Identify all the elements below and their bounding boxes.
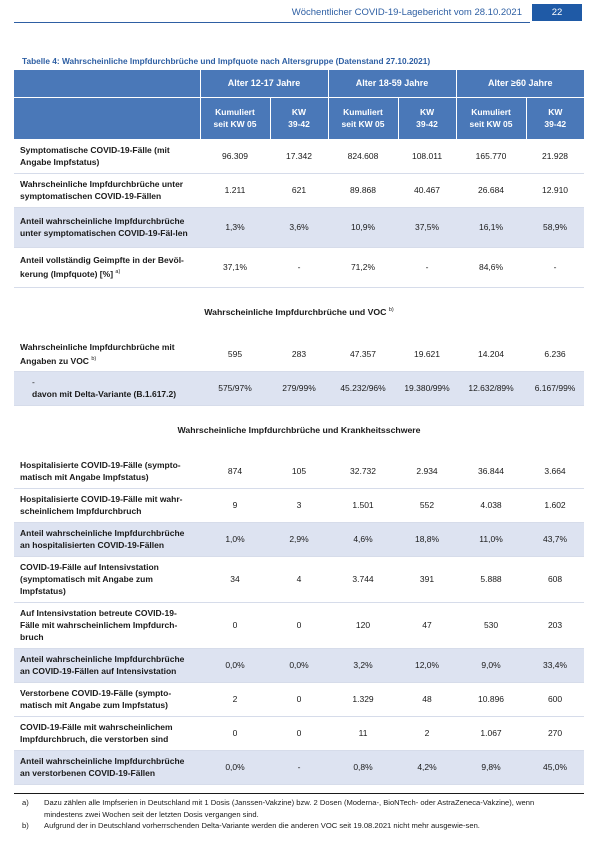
age-group-header-row xyxy=(14,70,584,97)
footnote-divider xyxy=(14,793,584,794)
row-label: Anteil wahrscheinliche Impfdurchbrüche an COVID-19-Fällen auf Intensivstation xyxy=(20,654,185,676)
value-cell: 824.608 xyxy=(328,139,398,173)
value-cell: 120 xyxy=(328,602,398,648)
table-body xyxy=(14,70,584,784)
value-cell: 165.770 xyxy=(456,139,526,173)
row-label: Wahrscheinliche Impfdurchbrüche unter symptomatischen COVID-19-Fällen xyxy=(20,179,184,201)
value-cell: 108.011 xyxy=(398,139,456,173)
period-header-row xyxy=(14,97,584,139)
value-cell: 47.357 xyxy=(328,337,398,371)
value-cell: 47 xyxy=(398,602,456,648)
row-label: Hospitalisierte COVID-19-Fälle mit wahr-scheinlichem Impfdurchbruch xyxy=(20,494,183,516)
footnote-mark: b) xyxy=(22,821,29,830)
cumulative-header: Kumuliert seit KW 05 xyxy=(200,97,270,139)
value-cell: - xyxy=(270,247,328,287)
page-number-badge: 22 xyxy=(532,4,582,21)
row-label: Auf Intensivstation betreute COVID-19-Fälle mit wahrscheinlichem Impfdurch-bruch xyxy=(20,608,178,642)
value-cell: 1.602 xyxy=(526,488,584,522)
age-group-header-18-59: Alter 18-59 Jahre xyxy=(328,70,456,97)
table-row xyxy=(14,648,584,682)
table-row xyxy=(14,750,584,784)
row-label-cell xyxy=(14,173,200,207)
value-cell: 0 xyxy=(270,716,328,750)
report-title: Wöchentlicher COVID-19-Lagebericht vom 28.10.2021 xyxy=(291,7,522,18)
footnotes xyxy=(22,797,562,832)
age-group-header-60plus: Alter ≥60 Jahre xyxy=(456,70,584,97)
footnote-a xyxy=(22,797,562,820)
value-cell: 6.167/99% xyxy=(526,371,584,405)
value-cell: 45.232/96% xyxy=(328,371,398,405)
value-cell: 391 xyxy=(398,556,456,602)
value-cell: 4,2% xyxy=(398,750,456,784)
table-row xyxy=(14,682,584,716)
value-cell: 36.844 xyxy=(456,454,526,488)
value-cell: 40.467 xyxy=(398,173,456,207)
value-cell: 12.910 xyxy=(526,173,584,207)
row-label: davon mit Delta-Variante (B.1.617.2) xyxy=(32,389,177,399)
value-cell: 12,0% xyxy=(398,648,456,682)
value-cell: 89.868 xyxy=(328,173,398,207)
footnote-text: Aufgrund der in Deutschland vorherrschenden Delta-Variante werden die anderen VOC seit 19.08.2021 nicht mehr ausgewie-sen. xyxy=(44,821,480,830)
value-cell: - xyxy=(526,247,584,287)
cumulative-header: Kumuliert seit KW 05 xyxy=(456,97,526,139)
value-cell: 552 xyxy=(398,488,456,522)
header-corner xyxy=(14,70,200,97)
row-label: Anteil vollständig Geimpfte in der Bevöl-kerung (Impfquote) [%] xyxy=(20,255,184,279)
value-cell: 874 xyxy=(200,454,270,488)
row-label: Anteil wahrscheinliche Impfdurchbrüche unter symptomatischen COVID-19-Fäl-len xyxy=(20,216,188,238)
table-row xyxy=(14,337,584,371)
row-label: Wahrscheinliche Impfdurchbrüche mit Angaben zu VOC xyxy=(20,341,175,366)
value-cell: 37,1% xyxy=(200,247,270,287)
value-cell: 0 xyxy=(200,602,270,648)
value-cell: 530 xyxy=(456,602,526,648)
table-caption: Tabelle 4: Wahrscheinliche Impfdurchbrüche und Impfquote nach Altersgruppe (Datenstand 27.10.2021) xyxy=(22,56,431,66)
row-label: Anteil wahrscheinliche Impfdurchbrüche an verstorbenen COVID-19-Fällen xyxy=(20,756,185,778)
value-cell: - xyxy=(270,750,328,784)
value-cell: 3.744 xyxy=(328,556,398,602)
header-corner-2 xyxy=(14,97,200,139)
value-cell: 1,0% xyxy=(200,522,270,556)
value-cell: 14.204 xyxy=(456,337,526,371)
row-label: Symptomatische COVID-19-Fälle (mit Angabe Impfstatus) xyxy=(20,144,170,167)
table-row xyxy=(14,207,584,247)
value-cell: 1.067 xyxy=(456,716,526,750)
row-label-cell xyxy=(14,682,200,716)
value-cell: 0,0% xyxy=(200,750,270,784)
value-cell: 11,0% xyxy=(456,522,526,556)
value-cell: 32.732 xyxy=(328,454,398,488)
value-cell: 2.934 xyxy=(398,454,456,488)
value-cell: 2,9% xyxy=(270,522,328,556)
value-cell: 4,6% xyxy=(328,522,398,556)
table-row xyxy=(14,602,584,648)
row-label: COVID-19-Fälle auf Intensivstation (symptomatisch mit Angabe zum Impfstatus) xyxy=(20,562,159,596)
value-cell: 0,0% xyxy=(200,648,270,682)
value-cell: 621 xyxy=(270,173,328,207)
value-cell: 71,2% xyxy=(328,247,398,287)
header-divider xyxy=(14,22,530,23)
value-cell: 0,0% xyxy=(270,648,328,682)
value-cell: 0 xyxy=(200,716,270,750)
row-label-cell xyxy=(14,488,200,522)
section-title-text: Wahrscheinliche Impfdurchbrüche und VOC xyxy=(204,307,387,318)
value-cell: 16,1% xyxy=(456,207,526,247)
kw-header: KW 39-42 xyxy=(398,97,456,139)
row-label-cell xyxy=(14,602,200,648)
value-cell: 21.928 xyxy=(526,139,584,173)
kw-header: KW 39-42 xyxy=(270,97,328,139)
value-cell: 11 xyxy=(328,716,398,750)
section-header-row xyxy=(14,405,584,454)
value-cell: 1,3% xyxy=(200,207,270,247)
value-cell: 9,8% xyxy=(456,750,526,784)
value-cell: 575/97% xyxy=(200,371,270,405)
value-cell: 12.632/89% xyxy=(456,371,526,405)
row-label-cell xyxy=(14,247,200,287)
value-cell: 0 xyxy=(270,682,328,716)
table-row xyxy=(14,556,584,602)
value-cell: 96.309 xyxy=(200,139,270,173)
section-header-row xyxy=(14,287,584,337)
footnote-text: Dazu zählen alle Impfserien in Deutschland mit 1 Dosis (Janssen-Vakzine) bzw. 2 Dosen (Moderna-, BioNTech- oder AstraZeneca-Vakzine), wenn mindestens zwei Wochen seit der letzten Dosis vergangen sind. xyxy=(44,798,535,819)
sub-item-dash: - xyxy=(32,377,35,387)
value-cell: 3,6% xyxy=(270,207,328,247)
row-label-cell xyxy=(14,522,200,556)
row-label-cell xyxy=(14,337,200,371)
value-cell: 19.380/99% xyxy=(398,371,456,405)
footnote-reference: b) xyxy=(91,355,97,362)
footnote-b xyxy=(22,820,562,832)
value-cell: 1.211 xyxy=(200,173,270,207)
value-cell: 3 xyxy=(270,488,328,522)
footnote-mark: a) xyxy=(22,798,29,807)
table-row xyxy=(14,247,584,287)
table-row xyxy=(14,371,584,405)
value-cell: 34 xyxy=(200,556,270,602)
value-cell: - xyxy=(398,247,456,287)
vaccination-breakthrough-table xyxy=(14,70,584,785)
page-header xyxy=(0,0,600,26)
value-cell: 4 xyxy=(270,556,328,602)
value-cell: 595 xyxy=(200,337,270,371)
table-row xyxy=(14,488,584,522)
value-cell: 5.888 xyxy=(456,556,526,602)
value-cell: 4.038 xyxy=(456,488,526,522)
table-row xyxy=(14,454,584,488)
footnote-reference: a) xyxy=(115,269,121,276)
value-cell: 19.621 xyxy=(398,337,456,371)
row-label-cell xyxy=(14,207,200,247)
value-cell: 10,9% xyxy=(328,207,398,247)
value-cell: 26.684 xyxy=(456,173,526,207)
value-cell: 1.501 xyxy=(328,488,398,522)
kw-header: KW 39-42 xyxy=(526,97,584,139)
value-cell: 45,0% xyxy=(526,750,584,784)
row-label: Anteil wahrscheinliche Impfdurchbrüche an hospitalisierten COVID-19-Fällen xyxy=(20,528,185,550)
value-cell: 3.664 xyxy=(526,454,584,488)
row-label: COVID-19-Fälle mit wahrscheinlichem Impfdurchbruch, die verstorben sind xyxy=(20,722,173,744)
value-cell: 600 xyxy=(526,682,584,716)
row-label: Verstorbene COVID-19-Fälle (sympto-matisch mit Angabe zum Impfstatus) xyxy=(20,688,172,710)
section-title-text: Wahrscheinliche Impfdurchbrüche und Krankheitsschwere xyxy=(177,424,421,435)
row-label-cell xyxy=(14,139,200,173)
value-cell: 3,2% xyxy=(328,648,398,682)
table-row xyxy=(14,139,584,173)
age-group-header-12-17: Alter 12-17 Jahre xyxy=(200,70,328,97)
value-cell: 2 xyxy=(200,682,270,716)
value-cell: 37,5% xyxy=(398,207,456,247)
value-cell: 9,0% xyxy=(456,648,526,682)
row-label-cell xyxy=(14,716,200,750)
value-cell: 33,4% xyxy=(526,648,584,682)
value-cell: 9 xyxy=(200,488,270,522)
value-cell: 0 xyxy=(270,602,328,648)
value-cell: 1.329 xyxy=(328,682,398,716)
value-cell: 105 xyxy=(270,454,328,488)
value-cell: 84,6% xyxy=(456,247,526,287)
row-label-cell xyxy=(14,454,200,488)
value-cell: 270 xyxy=(526,716,584,750)
value-cell: 43,7% xyxy=(526,522,584,556)
value-cell: 203 xyxy=(526,602,584,648)
value-cell: 48 xyxy=(398,682,456,716)
value-cell: 10.896 xyxy=(456,682,526,716)
row-label-cell xyxy=(14,750,200,784)
table-row xyxy=(14,716,584,750)
value-cell: 18,8% xyxy=(398,522,456,556)
row-label-cell xyxy=(14,371,200,405)
value-cell: 279/99% xyxy=(270,371,328,405)
footnote-reference: b) xyxy=(388,307,394,314)
row-label-cell xyxy=(14,648,200,682)
table-row xyxy=(14,522,584,556)
cumulative-header: Kumuliert seit KW 05 xyxy=(328,97,398,139)
section-title xyxy=(14,287,584,337)
value-cell: 2 xyxy=(398,716,456,750)
table-row xyxy=(14,173,584,207)
row-label: Hospitalisierte COVID-19-Fälle (sympto-matisch mit Angabe Impfstatus) xyxy=(20,459,181,482)
value-cell: 0,8% xyxy=(328,750,398,784)
value-cell: 17.342 xyxy=(270,139,328,173)
section-title xyxy=(14,405,584,454)
value-cell: 608 xyxy=(526,556,584,602)
value-cell: 6.236 xyxy=(526,337,584,371)
row-label-cell xyxy=(14,556,200,602)
value-cell: 58,9% xyxy=(526,207,584,247)
value-cell: 283 xyxy=(270,337,328,371)
